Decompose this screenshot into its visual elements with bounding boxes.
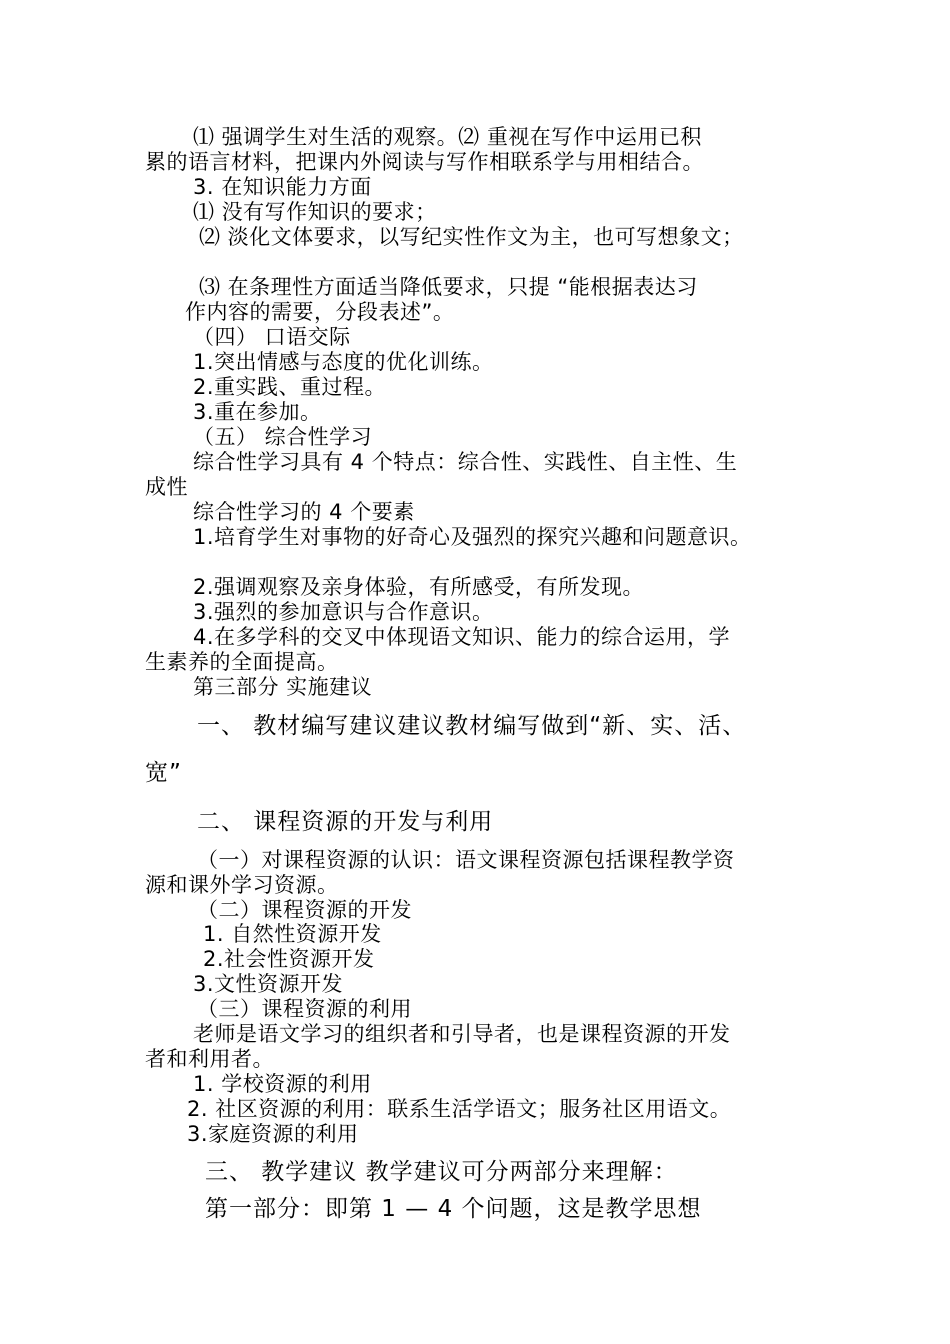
list-item: 3.家庭资源的利用 — [187, 1122, 359, 1146]
list-item: 4.在多学科的交叉中体现语文知识、能力的综合运用，学 — [193, 625, 731, 649]
text-line: 3. 在知识能力方面 — [193, 175, 372, 199]
text-line: 源和课外学习资源。 — [145, 873, 339, 897]
text-line: ⑴ 强调学生对生活的观察。⑵ 重视在写作中运用已积 — [193, 125, 702, 149]
section-heading: 一、 教材编写建议建议教材编写做到“新、实、活、 — [197, 713, 747, 739]
text-line: 累的语言材料，把课内外阅读与写作相联系学与用相结合。 — [145, 150, 704, 174]
part-heading: 第三部分 实施建议 — [193, 675, 373, 699]
text-line: ⑵ 淡化文体要求，以写纪实性作文为主，也可写想象文； — [199, 225, 744, 249]
list-item: 1.培育学生对事物的好奇心及强烈的探究兴趣和问题意识。 — [193, 525, 752, 549]
text-line: 生素养的全面提高。 — [145, 650, 339, 674]
list-item: 3.强烈的参加意识与合作意识。 — [193, 600, 494, 624]
section-heading: 二、 课程资源的开发与利用 — [197, 809, 494, 835]
text-line: 老师是语文学习的组织者和引导者，也是课程资源的开发 — [193, 1022, 731, 1046]
text-line: ⑴ 没有写作知识的要求； — [193, 200, 437, 224]
list-item: 3.文性资源开发 — [193, 972, 344, 996]
text-line: 综合性学习的 4 个要素 — [193, 500, 415, 524]
list-item: 2.强调观察及亲身体验，有所感受，有所发现。 — [193, 575, 645, 599]
text-line: 第一部分：即第 1 — 4 个问题，这是教学思想 — [205, 1196, 702, 1222]
list-item: 3.重在参加。 — [193, 400, 322, 424]
subsection-heading: （二）课程资源的开发 — [197, 898, 412, 922]
list-item: 2.重实践、重过程。 — [193, 375, 387, 399]
section-heading: （五） 综合性学习 — [193, 425, 373, 449]
text-line: 宽” — [145, 760, 182, 786]
text-line: 者和利用者。 — [145, 1047, 274, 1071]
list-item: 2. 社区资源的利用：联系生活学语文；服务社区用语文。 — [187, 1097, 732, 1121]
text-line: 成性 — [145, 475, 188, 499]
section-heading: （四） 口语交际 — [193, 325, 351, 349]
section-heading: 三、 教学建议 教学建议可分两部分来理解： — [205, 1159, 678, 1185]
subsection-heading: （三）课程资源的利用 — [197, 997, 412, 1021]
text-line: 综合性学习具有 4 个特点：综合性、实践性、自主性、生 — [193, 450, 738, 474]
list-item: 1.突出情感与态度的优化训练。 — [193, 350, 494, 374]
list-item: 1. 学校资源的利用 — [193, 1072, 372, 1096]
list-item: 2.社会性资源开发 — [203, 947, 375, 971]
text-line: 作内容的需要，分段表述”。 — [185, 300, 455, 324]
list-item: 1. 自然性资源开发 — [203, 922, 382, 946]
text-line: ⑶ 在条理性方面适当降低要求，只提 “能根据表达习 — [199, 275, 698, 299]
text-line: （一）对课程资源的认识：语文课程资源包括课程教学资 — [197, 848, 735, 872]
